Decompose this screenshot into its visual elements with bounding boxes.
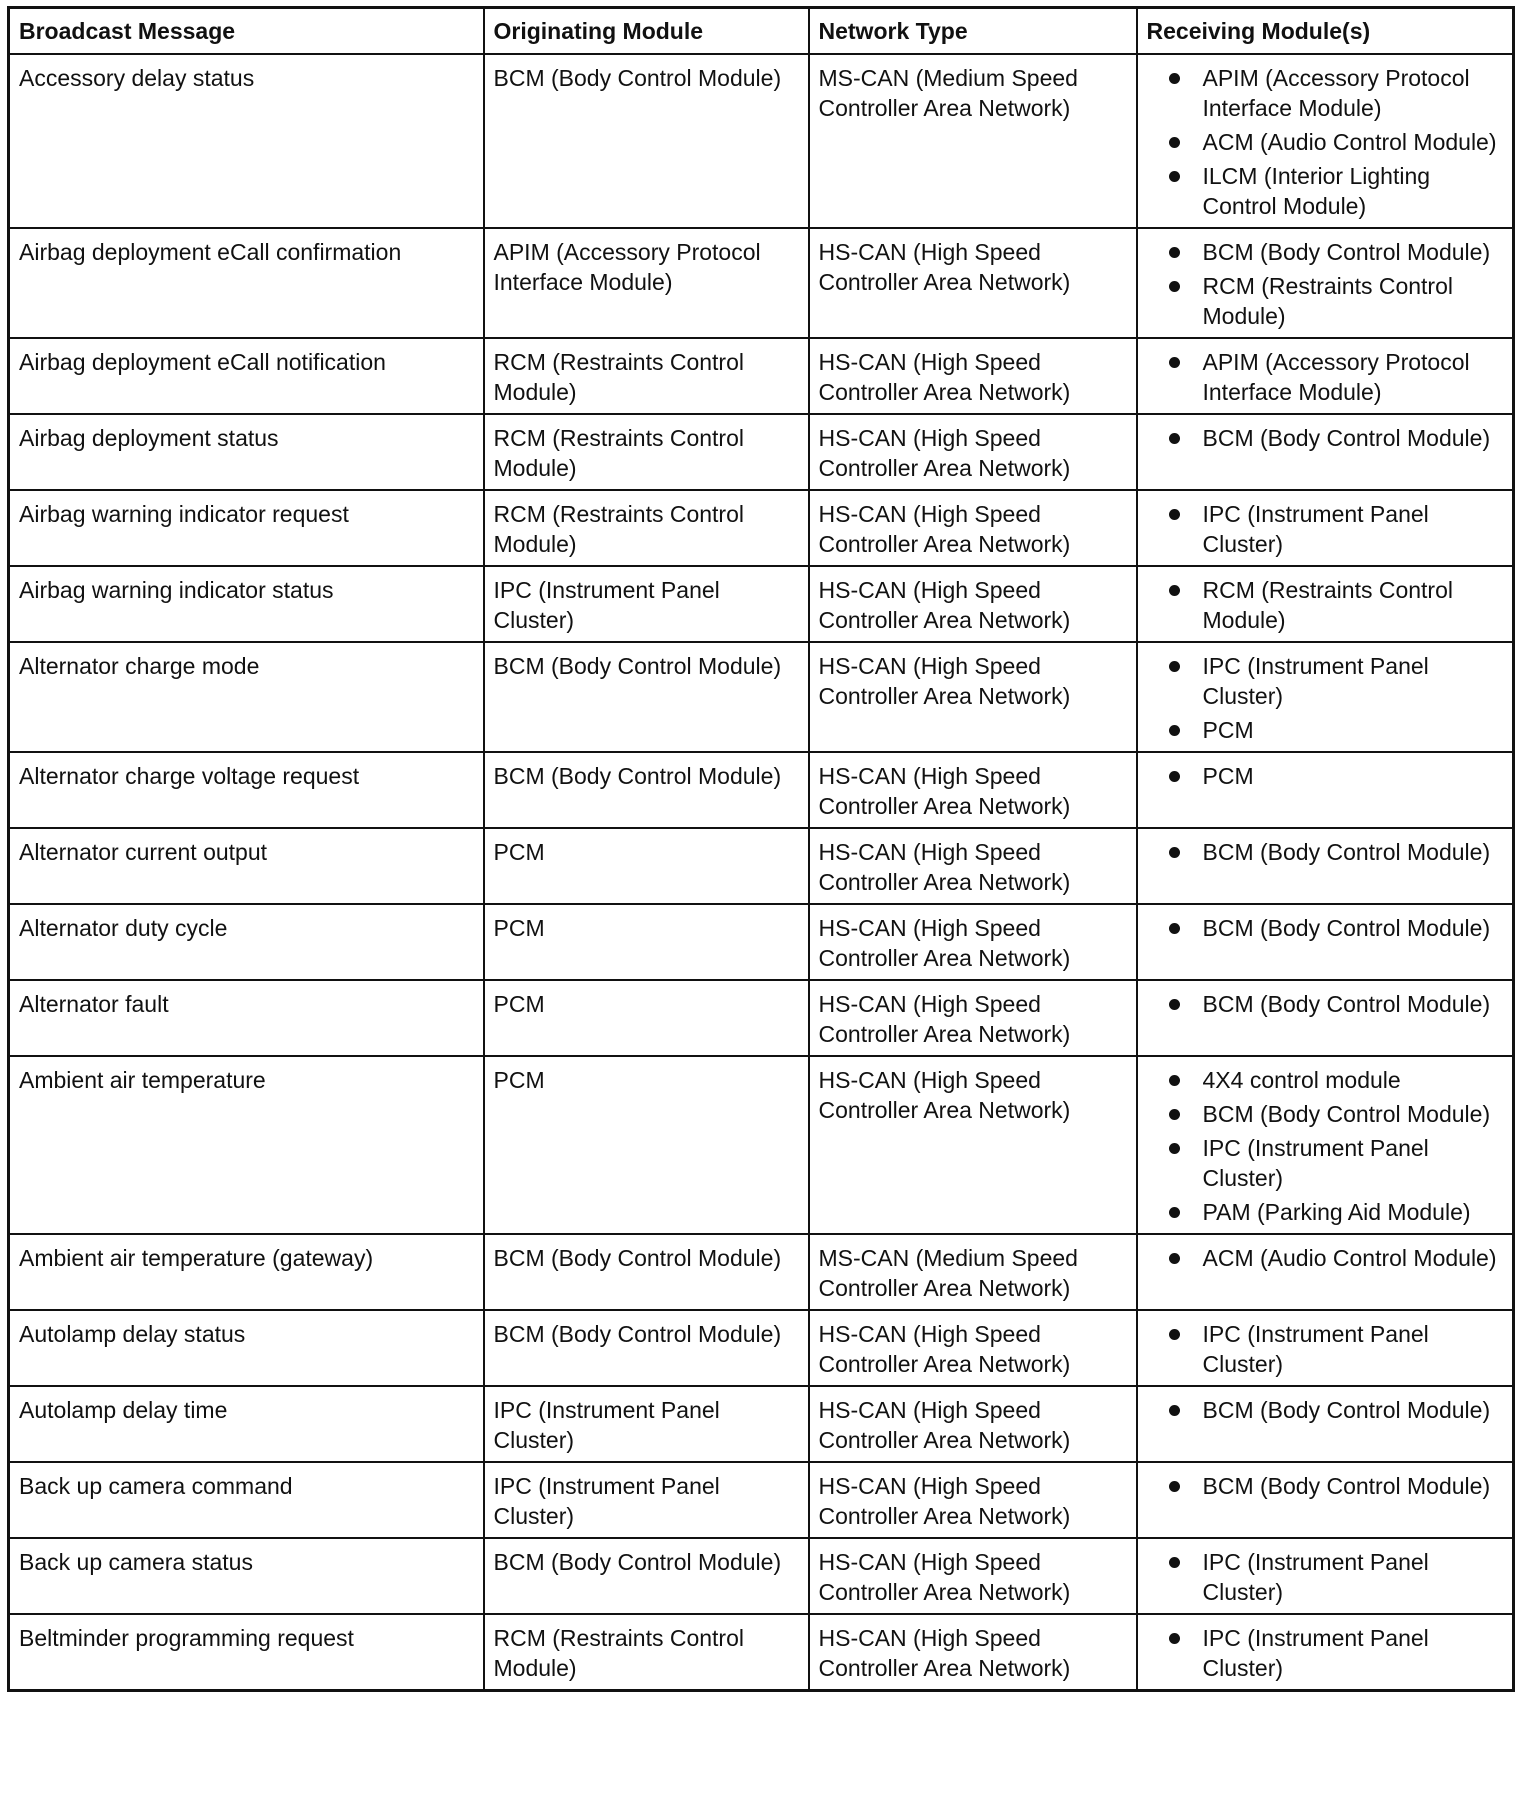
receiver-label: IPC (Instrument Panel Cluster): [1202, 653, 1429, 709]
message-cell: Airbag warning indicator request: [9, 490, 484, 566]
origin-cell: BCM (Body Control Module): [484, 1310, 809, 1386]
bullet-icon: [1169, 73, 1180, 84]
receivers-list: [1147, 1547, 1505, 1607]
receiver-label: RCM (Restraints Control Module): [1202, 577, 1453, 633]
message-cell: Ambient air temperature: [9, 1056, 484, 1234]
table-body: [9, 54, 1514, 1691]
list-item: [1147, 161, 1505, 221]
receiver-label: PCM: [1202, 763, 1254, 789]
network-cell: HS-CAN (High Speed Controller Area Network): [809, 1056, 1137, 1234]
bullet-icon: [1169, 1557, 1180, 1568]
receiver-label: BCM (Body Control Module): [1202, 915, 1491, 941]
origin-cell: PCM: [484, 904, 809, 980]
bullet-icon: [1169, 171, 1180, 182]
list-item: [1147, 651, 1505, 711]
receivers-list: [1147, 499, 1505, 559]
network-cell: HS-CAN (High Speed Controller Area Network): [809, 338, 1137, 414]
origin-cell: PCM: [484, 1056, 809, 1234]
header-originating-module: Originating Module: [484, 8, 809, 55]
list-item: [1147, 1133, 1505, 1193]
list-item: [1147, 347, 1505, 407]
receivers-list: [1147, 1319, 1505, 1379]
table-row: [9, 54, 1514, 228]
message-cell: Alternator charge voltage request: [9, 752, 484, 828]
table-header-row: [9, 8, 1514, 55]
network-cell: HS-CAN (High Speed Controller Area Network): [809, 490, 1137, 566]
table-row: [9, 1386, 1514, 1462]
list-item: [1147, 913, 1505, 943]
list-item: [1147, 761, 1505, 791]
receiver-label: IPC (Instrument Panel Cluster): [1202, 501, 1429, 557]
list-item: [1147, 1623, 1505, 1683]
network-cell: HS-CAN (High Speed Controller Area Network): [809, 1614, 1137, 1691]
receivers-cell: [1137, 1056, 1514, 1234]
origin-cell: PCM: [484, 980, 809, 1056]
receivers-cell: [1137, 566, 1514, 642]
list-item: [1147, 715, 1505, 745]
bullet-icon: [1169, 281, 1180, 292]
origin-cell: RCM (Restraints Control Module): [484, 1614, 809, 1691]
receiver-label: APIM (Accessory Protocol Interface Module): [1202, 349, 1470, 405]
message-cell: Alternator duty cycle: [9, 904, 484, 980]
receivers-list: [1147, 347, 1505, 407]
receiver-label: IPC (Instrument Panel Cluster): [1202, 1135, 1429, 1191]
table-row: [9, 1310, 1514, 1386]
message-cell: Alternator current output: [9, 828, 484, 904]
bullet-icon: [1169, 923, 1180, 934]
header-broadcast-message: Broadcast Message: [9, 8, 484, 55]
receivers-cell: [1137, 1538, 1514, 1614]
network-cell: HS-CAN (High Speed Controller Area Network): [809, 904, 1137, 980]
table-row: [9, 338, 1514, 414]
receiver-label: RCM (Restraints Control Module): [1202, 273, 1453, 329]
header-receiving-modules: Receiving Module(s): [1137, 8, 1514, 55]
receiver-label: BCM (Body Control Module): [1202, 839, 1491, 865]
message-cell: Back up camera command: [9, 1462, 484, 1538]
receivers-list: [1147, 237, 1505, 331]
receiver-label: IPC (Instrument Panel Cluster): [1202, 1321, 1429, 1377]
receivers-list: [1147, 1395, 1505, 1425]
receivers-cell: [1137, 1310, 1514, 1386]
table-row: [9, 414, 1514, 490]
network-cell: HS-CAN (High Speed Controller Area Network): [809, 1310, 1137, 1386]
message-cell: Ambient air temperature (gateway): [9, 1234, 484, 1310]
origin-cell: BCM (Body Control Module): [484, 1234, 809, 1310]
table-row: [9, 490, 1514, 566]
receivers-list: [1147, 651, 1505, 745]
origin-cell: BCM (Body Control Module): [484, 1538, 809, 1614]
receivers-list: [1147, 63, 1505, 221]
table-row: [9, 1614, 1514, 1691]
list-item: [1147, 1243, 1505, 1273]
receiver-label: 4X4 control module: [1202, 1067, 1401, 1093]
receiver-label: ACM (Audio Control Module): [1202, 129, 1497, 155]
table-row: [9, 1234, 1514, 1310]
origin-cell: PCM: [484, 828, 809, 904]
list-item: [1147, 63, 1505, 123]
list-item: [1147, 1319, 1505, 1379]
list-item: [1147, 1471, 1505, 1501]
receivers-cell: [1137, 338, 1514, 414]
origin-cell: BCM (Body Control Module): [484, 642, 809, 752]
bullet-icon: [1169, 1633, 1180, 1644]
list-item: [1147, 127, 1505, 157]
network-cell: HS-CAN (High Speed Controller Area Network): [809, 752, 1137, 828]
network-cell: HS-CAN (High Speed Controller Area Network): [809, 1462, 1137, 1538]
origin-cell: IPC (Instrument Panel Cluster): [484, 566, 809, 642]
bullet-icon: [1169, 725, 1180, 736]
origin-cell: RCM (Restraints Control Module): [484, 490, 809, 566]
table-row: [9, 566, 1514, 642]
list-item: [1147, 1547, 1505, 1607]
table-row: [9, 752, 1514, 828]
message-cell: Back up camera status: [9, 1538, 484, 1614]
table-row: [9, 1462, 1514, 1538]
bullet-icon: [1169, 1253, 1180, 1264]
table-row: [9, 642, 1514, 752]
list-item: [1147, 1395, 1505, 1425]
bullet-icon: [1169, 1481, 1180, 1492]
receivers-list: [1147, 423, 1505, 453]
network-cell: HS-CAN (High Speed Controller Area Network): [809, 1538, 1137, 1614]
receiver-label: ILCM (Interior Lighting Control Module): [1202, 163, 1431, 219]
receivers-cell: [1137, 228, 1514, 338]
receiver-label: IPC (Instrument Panel Cluster): [1202, 1549, 1429, 1605]
receivers-list: [1147, 1243, 1505, 1273]
receivers-list: [1147, 1623, 1505, 1683]
bullet-icon: [1169, 771, 1180, 782]
bullet-icon: [1169, 1075, 1180, 1086]
broadcast-message-table-container: [7, 6, 1512, 1692]
table-row: [9, 228, 1514, 338]
receivers-list: [1147, 575, 1505, 635]
message-cell: Autolamp delay time: [9, 1386, 484, 1462]
table-row: [9, 828, 1514, 904]
receivers-cell: [1137, 980, 1514, 1056]
table-row: [9, 980, 1514, 1056]
receivers-list: [1147, 1065, 1505, 1227]
receiver-label: IPC (Instrument Panel Cluster): [1202, 1625, 1429, 1681]
receivers-cell: [1137, 828, 1514, 904]
receivers-cell: [1137, 1234, 1514, 1310]
message-cell: Accessory delay status: [9, 54, 484, 228]
receivers-cell: [1137, 904, 1514, 980]
list-item: [1147, 499, 1505, 559]
bullet-icon: [1169, 509, 1180, 520]
receivers-cell: [1137, 1614, 1514, 1691]
origin-cell: BCM (Body Control Module): [484, 54, 809, 228]
message-cell: Alternator fault: [9, 980, 484, 1056]
network-cell: HS-CAN (High Speed Controller Area Network): [809, 414, 1137, 490]
origin-cell: RCM (Restraints Control Module): [484, 338, 809, 414]
receiver-label: BCM (Body Control Module): [1202, 239, 1491, 265]
receiver-label: PAM (Parking Aid Module): [1202, 1199, 1471, 1225]
receivers-list: [1147, 913, 1505, 943]
receivers-cell: [1137, 1386, 1514, 1462]
table-row: [9, 1056, 1514, 1234]
receivers-cell: [1137, 414, 1514, 490]
origin-cell: IPC (Instrument Panel Cluster): [484, 1462, 809, 1538]
receivers-list: [1147, 989, 1505, 1019]
list-item: [1147, 1197, 1505, 1227]
table-row: [9, 904, 1514, 980]
receivers-list: [1147, 1471, 1505, 1501]
receiver-label: BCM (Body Control Module): [1202, 1101, 1491, 1127]
receiver-label: PCM: [1202, 717, 1254, 743]
bullet-icon: [1169, 661, 1180, 672]
bullet-icon: [1169, 433, 1180, 444]
receivers-list: [1147, 761, 1505, 791]
origin-cell: BCM (Body Control Module): [484, 752, 809, 828]
list-item: [1147, 837, 1505, 867]
bullet-icon: [1169, 357, 1180, 368]
bullet-icon: [1169, 137, 1180, 148]
network-cell: HS-CAN (High Speed Controller Area Network): [809, 980, 1137, 1056]
receivers-cell: [1137, 54, 1514, 228]
origin-cell: IPC (Instrument Panel Cluster): [484, 1386, 809, 1462]
bullet-icon: [1169, 247, 1180, 258]
receiver-label: BCM (Body Control Module): [1202, 1397, 1491, 1423]
receivers-list: [1147, 837, 1505, 867]
bullet-icon: [1169, 847, 1180, 858]
network-cell: MS-CAN (Medium Speed Controller Area Network): [809, 1234, 1137, 1310]
receiver-label: BCM (Body Control Module): [1202, 991, 1491, 1017]
receivers-cell: [1137, 490, 1514, 566]
network-cell: MS-CAN (Medium Speed Controller Area Network): [809, 54, 1137, 228]
list-item: [1147, 423, 1505, 453]
message-cell: Autolamp delay status: [9, 1310, 484, 1386]
header-network-type: Network Type: [809, 8, 1137, 55]
network-cell: HS-CAN (High Speed Controller Area Network): [809, 566, 1137, 642]
bullet-icon: [1169, 585, 1180, 596]
receivers-cell: [1137, 752, 1514, 828]
broadcast-message-table: [7, 6, 1515, 1692]
receiver-label: BCM (Body Control Module): [1202, 425, 1491, 451]
receiver-label: BCM (Body Control Module): [1202, 1473, 1491, 1499]
list-item: [1147, 1099, 1505, 1129]
receivers-cell: [1137, 1462, 1514, 1538]
bullet-icon: [1169, 1405, 1180, 1416]
receivers-cell: [1137, 642, 1514, 752]
list-item: [1147, 271, 1505, 331]
message-cell: Airbag deployment eCall notification: [9, 338, 484, 414]
bullet-icon: [1169, 999, 1180, 1010]
bullet-icon: [1169, 1143, 1180, 1154]
message-cell: Airbag warning indicator status: [9, 566, 484, 642]
network-cell: HS-CAN (High Speed Controller Area Network): [809, 642, 1137, 752]
list-item: [1147, 1065, 1505, 1095]
list-item: [1147, 237, 1505, 267]
network-cell: HS-CAN (High Speed Controller Area Network): [809, 1386, 1137, 1462]
network-cell: HS-CAN (High Speed Controller Area Network): [809, 228, 1137, 338]
bullet-icon: [1169, 1329, 1180, 1340]
list-item: [1147, 989, 1505, 1019]
origin-cell: APIM (Accessory Protocol Interface Module): [484, 228, 809, 338]
network-cell: HS-CAN (High Speed Controller Area Network): [809, 828, 1137, 904]
message-cell: Alternator charge mode: [9, 642, 484, 752]
message-cell: Beltminder programming request: [9, 1614, 484, 1691]
receiver-label: APIM (Accessory Protocol Interface Module): [1202, 65, 1470, 121]
list-item: [1147, 575, 1505, 635]
receiver-label: ACM (Audio Control Module): [1202, 1245, 1497, 1271]
message-cell: Airbag deployment status: [9, 414, 484, 490]
table-row: [9, 1538, 1514, 1614]
bullet-icon: [1169, 1207, 1180, 1218]
message-cell: Airbag deployment eCall confirmation: [9, 228, 484, 338]
origin-cell: RCM (Restraints Control Module): [484, 414, 809, 490]
bullet-icon: [1169, 1109, 1180, 1120]
